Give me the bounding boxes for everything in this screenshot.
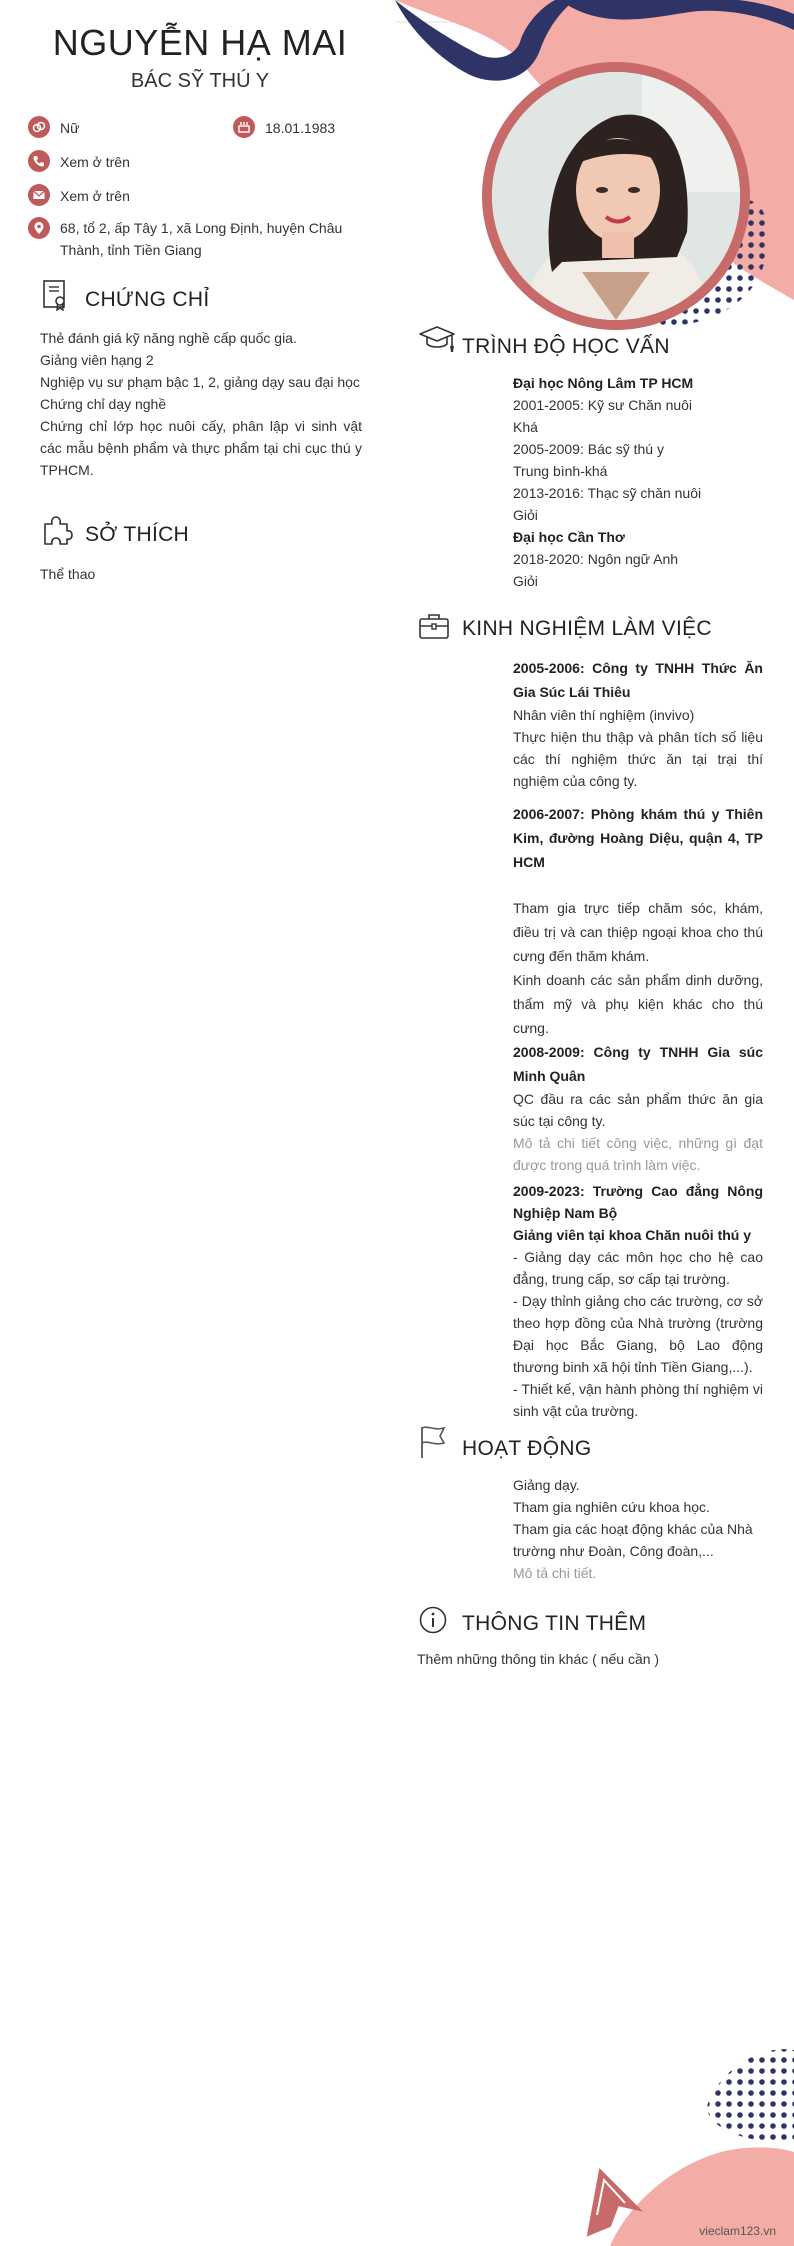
more-info-title: THÔNG TIN THÊM (462, 1612, 647, 1635)
job-title: BÁC SỸ THÚ Y (130, 70, 270, 92)
education-content (513, 372, 763, 592)
job-role: Nhân viên thí nghiệm (invivo) (513, 707, 695, 723)
birthday-cake-icon (233, 116, 255, 138)
job-heading: 2005-2006: Công ty TNHH Thức Ăn Gia Súc Lái Thiêu (513, 660, 763, 700)
education-line: 2005-2009: Bác sỹ thú y (513, 441, 664, 457)
briefcase-icon (418, 612, 450, 640)
experience-content (513, 656, 763, 1422)
job-bullet: - Giảng dạy các môn học cho hệ cao đẳng, trung cấp, sơ cấp tại trường. (513, 1249, 763, 1287)
job-description: Kinh doanh các sản phẩm dinh dưỡng, thẩm mỹ và phụ kiện khác cho thú cưng. (513, 972, 763, 1036)
address (60, 217, 342, 261)
address-line-2: Thành, tỉnh Tiền Giang (60, 242, 202, 258)
email-icon (28, 184, 50, 206)
job-bullet: - Thiết kế, vận hành phòng thí nghiệm vi sinh vật của trường. (513, 1381, 763, 1419)
birthday-value: 18.01.1983 (265, 120, 336, 136)
education-line: Giỏi (513, 507, 538, 523)
certificate-item: Nghiệp vụ sư phạm bậc 1, 2, giảng dạy sau đại học (40, 374, 360, 390)
job-description: Tham gia trực tiếp chăm sóc, khám, điều trị và can thiệp ngoại khoa cho thú cưng đến thăm khám. (513, 900, 763, 964)
education-line: Khá (513, 419, 538, 435)
hobbies-text: Thể thao (40, 566, 96, 582)
education-title: TRÌNH ĐỘ HỌC VẤN (462, 335, 670, 358)
flag-icon (418, 1425, 448, 1459)
gender-value: Nữ (60, 120, 80, 136)
activity-item: Tham gia nghiên cứu khoa học. (513, 1499, 710, 1515)
activity-item: Tham gia các hoạt động khác của Nhà trường như Đoàn, Công đoàn,... (513, 1521, 753, 1559)
activities-content (513, 1474, 765, 1584)
certificate-icon (40, 279, 70, 311)
job-heading: 2009-2023: Trường Cao đẳng Nông Nghiệp Nam Bộ (513, 1183, 763, 1221)
more-info-text: Thêm những thông tin khác ( nếu cần ) (417, 1651, 660, 1667)
phone-value[interactable]: Xem ở trên (60, 154, 130, 170)
location-pin-icon (28, 217, 50, 239)
job-placeholder[interactable]: Mô tả chi tiết công việc, những gì đạt được trong quá trình làm việc. (513, 1135, 763, 1173)
experience-title: KINH NGHIỆM LÀM VIỆC (462, 617, 712, 640)
puzzle-icon (41, 514, 73, 546)
education-school: Đại học Nông Lâm TP HCM (513, 375, 694, 391)
education-line: 2018-2020: Ngôn ngữ Anh (513, 551, 679, 567)
job-bullet: - Dạy thỉnh giảng cho các trường, cơ sở theo hợp đồng của Nhà trường (trường Đại học Bắc Giang, bộ Lao động thương binh xã hội tỉnh Tiền Giang,...). (513, 1293, 763, 1375)
address-line-1: 68, tổ 2, ấp Tây 1, xã Long Định, huyện Châu (60, 220, 343, 236)
footer-brand: vieclam123.vn (699, 2224, 776, 2238)
avatar-photo (492, 72, 740, 320)
hobbies-title: SỞ THÍCH (85, 523, 190, 546)
job-heading: 2008-2009: Công ty TNHH Gia súc Minh Quân (513, 1044, 763, 1084)
education-line: 2013-2016: Thạc sỹ chăn nuôi (513, 485, 702, 501)
education-school: Đại học Cần Thơ (513, 529, 625, 545)
activity-item: Giảng dạy. (513, 1477, 580, 1493)
gender-icon (28, 116, 50, 138)
job-description: Thực hiện thu thập và phân tích số liệu các thí nghiệm thức ăn tại trại thí nghiệm của công ty. (513, 729, 763, 789)
full-name: NGUYỄN HẠ MAI (52, 22, 348, 63)
avatar (482, 62, 750, 330)
graduation-cap-icon (418, 324, 456, 356)
job-heading: 2006-2007: Phòng khám thú y Thiên Kim, đường Hoàng Diệu, quận 4, TP HCM (513, 806, 763, 870)
certificates-list (40, 327, 362, 481)
certificates-title: CHỨNG CHỈ (85, 288, 210, 311)
certificate-item: Giảng viên hạng 2 (40, 352, 154, 368)
activities-title: HOẠT ĐỘNG (462, 1437, 592, 1460)
job-role: Giảng viên tại khoa Chăn nuôi thú y (513, 1227, 752, 1243)
email-value[interactable]: Xem ở trên (60, 188, 130, 204)
education-line: Giỏi (513, 573, 538, 589)
info-icon (418, 1605, 448, 1635)
phone-icon (28, 150, 50, 172)
job-description: QC đầu ra các sản phẩm thức ăn gia súc tại công ty. (513, 1091, 763, 1129)
certificate-item: Chứng chỉ dạy nghề (40, 396, 167, 412)
certificate-item: Chứng chỉ lớp học nuôi cấy, phân lập vi sinh vật các mẫu bệnh phẩm và thực phẩm tại chi cục thú y TPHCM. (40, 418, 362, 478)
education-line: 2001-2005: Kỹ sư Chăn nuôi (513, 397, 693, 413)
certificate-item: Thẻ đánh giá kỹ năng nghề cấp quốc gia. (40, 330, 297, 346)
activity-placeholder[interactable]: Mô tả chi tiết. (513, 1565, 597, 1581)
education-line: Trung bình-khá (513, 463, 608, 479)
